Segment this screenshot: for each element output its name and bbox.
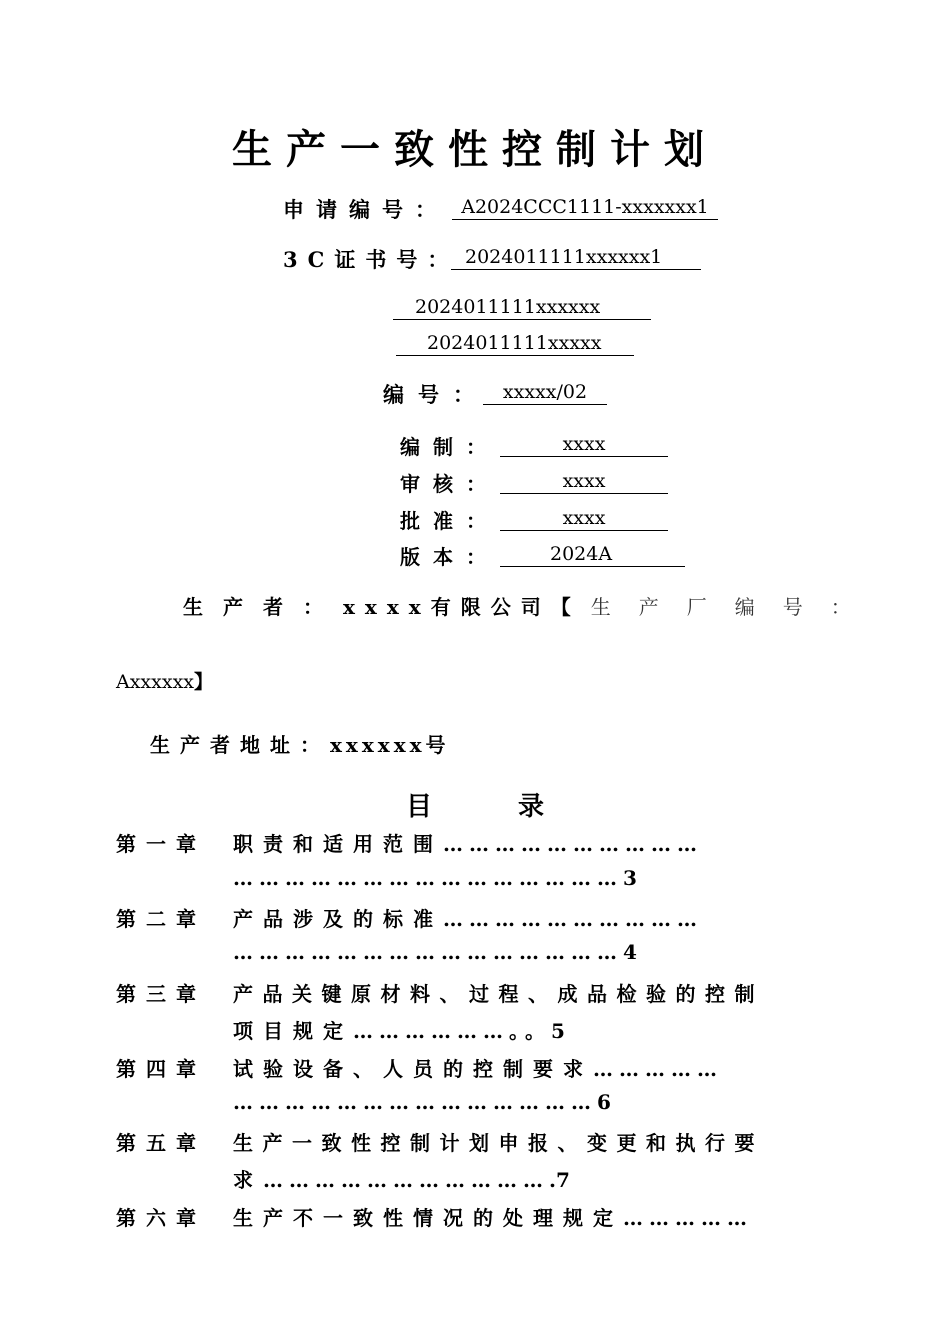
toc-chapter-5[interactable]: 第五章 <box>116 1131 206 1155</box>
factory-code-line <box>116 667 213 694</box>
toc-entry-2-page: 4 <box>623 940 647 964</box>
version-label: 版本： <box>400 545 499 569</box>
compiled-value: xxxx <box>500 433 668 457</box>
toc-entry-1-cont[interactable] <box>233 866 647 890</box>
toc-entry-4[interactable] <box>233 1053 723 1082</box>
address-line <box>150 729 450 758</box>
producer-name: xxxx有限公司 <box>343 595 551 619</box>
address-value: xxxxxx号 <box>330 733 450 757</box>
reviewed-value: xxxx <box>500 470 668 494</box>
toc-chapter-2[interactable]: 第二章 <box>116 907 206 931</box>
approved-value: xxxx <box>500 507 668 531</box>
toc-entry-5[interactable]: 生产一致性控制计划申报、变更和执行要 <box>233 1131 764 1155</box>
certificate-value-2: 2024011111xxxxxx <box>393 296 651 320</box>
approved-label: 批准： <box>400 509 499 533</box>
toc-title-left: 目 <box>405 792 432 822</box>
toc-entry-1[interactable] <box>233 828 703 857</box>
application-value: A2024CCC1111-xxxxxxx1 <box>452 196 718 220</box>
reviewed-label: 审核： <box>400 472 499 496</box>
toc-entry-5-cont[interactable] <box>233 1164 570 1193</box>
toc-entry-2-dots-2: ……………………………………… <box>233 940 623 964</box>
toc-entry-4-title: 试验设备、人员的控制要求 <box>233 1057 593 1081</box>
number-label: 编号： <box>383 382 488 407</box>
toc-entry-1-title: 职责和适用范围 <box>233 832 443 856</box>
version-value: 2024A <box>500 543 685 567</box>
bracket-close: 】 <box>194 671 214 693</box>
factory-label: 生产厂编号： <box>590 595 879 619</box>
toc-entry-4-cont[interactable] <box>233 1090 621 1114</box>
toc-entry-5-dots: …………………………… <box>263 1168 549 1192</box>
toc-entry-4-dots: …………… <box>593 1057 723 1081</box>
toc-entry-1-dots-2: ……………………………………… <box>233 866 623 890</box>
certificate-value-1: 2024011111xxxxxx1 <box>451 246 701 270</box>
toc-entry-2-dots: ………………………… <box>443 907 703 931</box>
toc-entry-2[interactable] <box>233 903 703 932</box>
toc-entry-2-title: 产品涉及的标准 <box>233 907 443 931</box>
toc-chapter-4[interactable]: 第四章 <box>116 1057 206 1081</box>
address-label: 生产者地址： <box>150 733 330 757</box>
toc-entry-5-page: .7 <box>549 1168 570 1192</box>
toc-entry-6[interactable] <box>233 1202 753 1231</box>
toc-entry-1-dots: ………………………… <box>443 832 703 856</box>
toc-chapter-1[interactable]: 第一章 <box>116 832 206 856</box>
toc-chapter-6[interactable]: 第六章 <box>116 1206 206 1230</box>
toc-chapter-3[interactable]: 第三章 <box>116 982 206 1006</box>
toc-entry-1-page: 3 <box>623 866 647 890</box>
toc-entry-3-page: 5 <box>551 1019 575 1043</box>
toc-entry-2-cont[interactable] <box>233 940 647 964</box>
compiled-label: 编制： <box>400 435 499 459</box>
toc-entry-6-title: 生产不一致性情况的处理规定 <box>233 1206 623 1230</box>
toc-entry-4-dots-2: …………………………………… <box>233 1090 597 1114</box>
toc-title <box>0 786 950 823</box>
producer-label: 生产者： <box>183 595 343 619</box>
number-value: xxxxx/02 <box>483 381 607 405</box>
toc-entry-3-dots: ………………。。 <box>353 1019 551 1043</box>
toc-title-right: 录 <box>518 792 545 822</box>
application-label: 申请编号： <box>283 197 448 222</box>
page-title: 生产一致性控制计划 <box>232 126 718 173</box>
toc-entry-3-title-2: 项目规定 <box>233 1019 353 1043</box>
producer-line <box>183 591 879 620</box>
toc-entry-6-dots: …………… <box>623 1206 753 1230</box>
toc-entry-5-title-2: 求 <box>233 1168 263 1192</box>
toc-entry-3-cont[interactable] <box>233 1015 575 1044</box>
bracket-open: 【 <box>550 595 591 619</box>
certificate-label: 3C证书号： <box>283 247 459 272</box>
certificate-value-3: 2024011111xxxxx <box>396 332 634 356</box>
toc-entry-4-page: 6 <box>597 1090 621 1114</box>
factory-code: Axxxxxx <box>116 671 195 693</box>
toc-entry-3[interactable]: 产品关键原材料、过程、成品检验的控制 <box>233 982 764 1006</box>
